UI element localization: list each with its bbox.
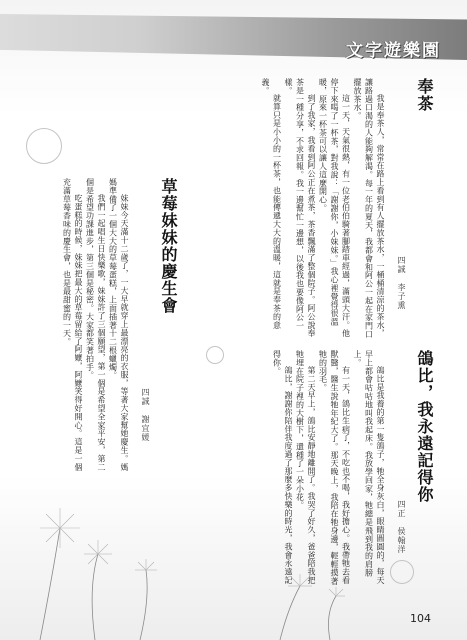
essay-title: 鴿比，我永遠記得你: [415, 350, 434, 503]
essay-byline: 四誠 李子熏: [397, 256, 406, 310]
essay-byline: 四誠 謝宜媛: [141, 388, 150, 442]
page-number: 104: [410, 612, 431, 625]
essay-byline: 四正 侯翰洋: [397, 500, 406, 554]
essay-body: [260, 78, 387, 340]
essay-birthday: [30, 178, 180, 478]
paragraph: 妹妹今天滿十二歲了，一大早就穿上最漂亮的衣服，等著大家幫她慶生。媽媽準備了一個大大的草莓蛋糕，上面插著十二根蠟燭。: [108, 178, 129, 472]
paragraph: 有一天，鴿比生病了，不吃也不喝，我好擔心。我帶牠去看獸醫，醫生說牠年紀大了。那天晚上，我陪在牠身邊，輕輕摸著牠的羽毛。: [318, 350, 351, 586]
paragraph: 鴿比是我養的第一隻鴿子，牠全身灰白，眼睛圓圓的，每天早上都會咕咕地叫我起床。我放學回家，牠總是飛到我的肩膀上。: [353, 350, 385, 585]
essay-tea: [188, 78, 436, 340]
paragraph: 我們一起唱生日快樂歌，妹妹許了三個願望，第一個是希望全家平安，第二個是希望功課進步，第三個是秘密。大家都笑著拍手。: [85, 178, 106, 472]
paragraph: 這一天，天氣很熱，有一位老伯伯騎著腳踏車經過，滿頭大汗。他停下來喝了一杯茶，對我說：「謝謝你，小妹妹。」我心裡覺得很溫暖，原來一杯茶可以讓人這麼開心。: [318, 78, 351, 338]
paragraph: 鴿比，謝謝你陪伴我度過了那麼多快樂的時光，我會永遠記得你。: [272, 350, 293, 585]
essay-body: [61, 178, 130, 478]
paragraph: 吃蛋糕的時候，妹妹把最大的草莓留給了阿嬤，阿嬤笑得好開心。這是一個充滿草莓香味的慶生會，也是最甜蜜的一天。: [62, 178, 83, 472]
section-title: 文字遊樂園: [346, 41, 441, 61]
paragraph: 我是奉茶人，常常在路上看到有人擺放茶水，一桶桶清涼的茶水，讓路過口渴的人能夠解渴。每一年的夏天，我都會和阿公一起在家門口擺放茶水。: [353, 78, 385, 339]
paragraph: 第二天早上，鴿比安靜地離開了。我哭了好久，爸爸陪我把牠埋在院子裡的大樹下，還種了一朵小花。: [295, 350, 316, 585]
essay-title: 奉茶: [415, 78, 434, 112]
paragraph: 到了我家，我看到阿公正在煮茶，茶香飄滿了整個院子。阿公說奉茶是一種分享，不求回報。我一邊幫忙一邊想，以後我也要像阿公一樣。: [284, 78, 316, 338]
decorative-circle: [26, 128, 62, 164]
essay-title: 草莓妹妹的慶生會: [159, 178, 178, 314]
dandelion-illustration: [0, 458, 467, 640]
paragraph: 就算只是小小的一杯茶，也能傳遞大大的溫暖，這就是奉茶的意義。: [261, 78, 282, 330]
